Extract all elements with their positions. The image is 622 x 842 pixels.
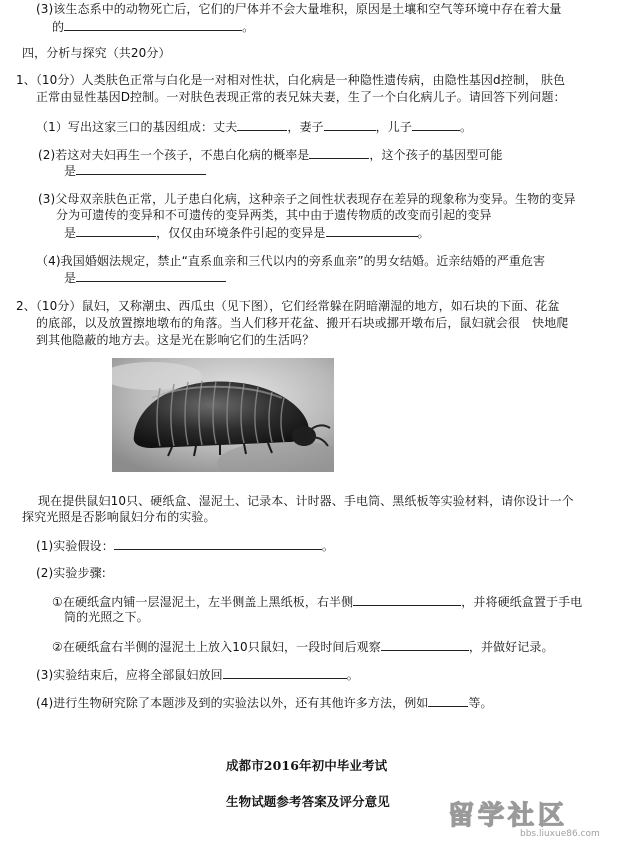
p1-sub3-prefix: 是 [64,226,77,240]
watermark-url: bbs.liuxue86.com [520,829,600,839]
p1-sub1-husband-label: （1）写出这家三口的基因组成：丈夫 [36,120,238,134]
consanguinity-harm-blank[interactable] [76,269,226,282]
p1-sub3-line3 [64,224,430,241]
p2-step1-line1 [52,593,582,610]
p2-materials-line1: 现在提供鼠妇10只、硬纸盒、湿泥土、记录本、计时器、手电筒、黑纸板等实验材料，请你设计一个 [38,494,574,508]
p1-sub4-line1: （4)我国婚姻法规定，禁止“直系血亲和三代以内的旁系血亲”的男女结婚。近亲结婚的严重危害 [36,254,546,268]
p1-sub1-son-label: ，儿子 [375,120,412,134]
p1-sub1 [36,118,472,135]
p1-sub2-prefix: 是 [64,164,77,178]
method-example-blank[interactable] [428,694,468,707]
p1-line2: 正常由显性基因D控制。一对肤色表现正常的表兄妹夫妻，生了一个白化病儿子。请回答下列问题： [36,90,566,104]
p1-sub3-text: ，仅仅由环境条件引起的变异是 [156,226,326,240]
watermark-graphic [438,796,622,839]
woodlouse-illustration [112,358,334,472]
q3-answer-blank[interactable] [64,18,242,31]
p1-sub1-wife-label: ，妻子 [287,120,324,134]
child-genotype-blank[interactable] [76,162,206,175]
p1-sub2-text-b: ，这个孩子的基因型可能 [369,148,503,162]
step2-text: ②在硬纸盒右半侧的湿泥土上放入10只鼠妇，一段时间后观察 [52,640,381,654]
p2-sub4 [36,694,493,711]
watermark-logo [438,796,622,839]
methods-text: (4)进行生物研究除了本题涉及到的实验法以外，还有其他许多方法，例如 [36,696,429,710]
methods-text-b: 等。 [468,696,493,710]
wife-genotype-blank[interactable] [324,118,376,131]
step2-text-b: ，并做好记录。 [468,640,554,654]
release-period: 。 [346,668,359,682]
p1-sub4-prefix: 是 [64,271,77,285]
p1-sub1-period: 。 [459,120,473,134]
son-genotype-blank[interactable] [412,118,460,131]
p1-line1: 1、（10分）人类肤色正常与白化是一对相对性状，白化病是一种隐性遗传病，由隐性基因d控制， 肤色 [16,73,566,87]
answer-key-title: 成都市2016年初中毕业考试 [226,758,388,773]
p2-sub2: (2)实验步骤: [36,566,106,580]
hypothesis-blank[interactable] [114,537,322,550]
step1-text: ①在硬纸盒内铺一层湿泥土，左半侧盖上黑纸板，右半侧 [52,595,354,609]
p1-sub2-text: (2)若这对夫妇再生一个孩子，不患白化病的概率是 [38,148,310,162]
p1-sub3-line1: (3)父母双亲肤色正常，儿子患白化病，这种亲子之间性状表现存在差异的现象称为变异。生物的变异 [38,192,576,206]
right-side-cover-blank[interactable] [353,593,461,606]
probability-blank[interactable] [309,146,369,159]
q3-line2 [52,18,254,35]
p1-sub3-line2: 分为可遗传的变异和不可遗传的变异两类，其中由于遗传物质的改变而引起的变异 [56,208,492,222]
nonheritable-variation-blank[interactable] [326,224,418,237]
p2-step2 [52,638,554,655]
hypothesis-label: (1)实验假设： [36,539,114,553]
step1-text-b: ，并将硬纸盒置于手电 [461,595,583,609]
p1-sub4-line2 [64,269,226,286]
release-place-blank[interactable] [223,666,347,679]
answer-key-subtitle: 生物试题参考答案及评分意见 [226,794,390,809]
p2-materials-line2: 探究光照是否影响鼠妇分布的实验。 [22,510,216,524]
woodlouse-photo [112,358,334,472]
p1-sub3-period: 。 [417,226,430,240]
p1-sub2 [38,146,503,163]
q3-period: 。 [242,20,255,34]
q3-line1: (3)该生态系中的动物死亡后，它们的尸体并不会大量堆积，原因是土壤和空气等环境中存在着大量 [36,2,562,16]
p2-line1: 2、（10分）鼠妇，又称潮虫、西瓜虫（见下图），它们经常躲在阴暗潮湿的地方，如石块的下面、花盆 [16,299,560,313]
hypothesis-period: 。 [321,539,334,553]
husband-genotype-blank[interactable] [237,118,287,131]
watermark-text: 留学社区 [448,801,569,831]
p2-line2: 的底部，以及放置擦地墩布的角落。当人们移开花盆、搬开石块或挪开墩布后，鼠妇就会很 快地爬 [36,316,569,330]
observation-blank[interactable] [381,638,469,651]
p2-sub1 [36,537,334,554]
p2-sub3 [36,666,359,683]
p2-line3: 到其他隐蔽的地方去。这是光在影响它们的生活吗？ [36,333,315,347]
heritable-variation-blank[interactable] [76,224,156,237]
q3-prefix: 的 [52,20,65,34]
p2-step1-line2: 筒的光照之下。 [64,610,149,624]
release-text: (3)实验结束后，应将全部鼠妇放回 [36,668,223,682]
section4-title: 四，分析与探究（共20分） [22,46,171,60]
p1-sub2-line2 [64,162,206,179]
